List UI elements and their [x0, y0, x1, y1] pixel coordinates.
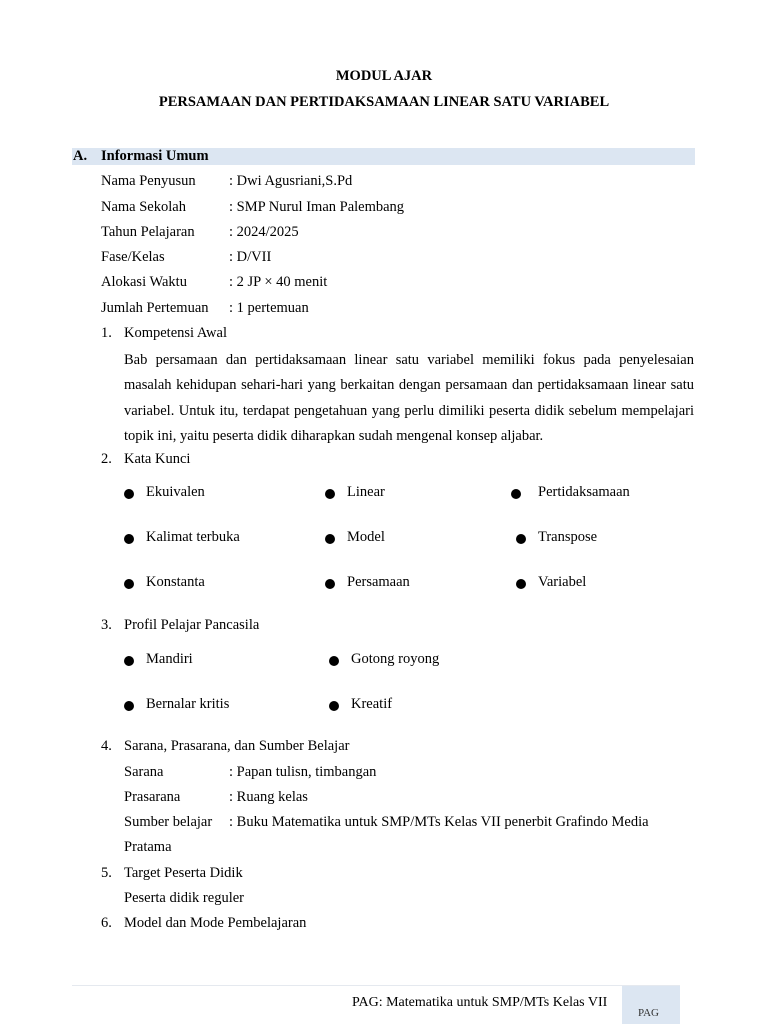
- sarana-value: : Papan tulisn, timbangan: [229, 764, 377, 780]
- page-number-label: PAG: [638, 1007, 659, 1019]
- bullet-icon: [124, 579, 134, 589]
- list-number: 5.: [101, 865, 112, 881]
- sarana-continuation: Pratama: [124, 839, 172, 855]
- keyword-item: Konstanta: [146, 574, 205, 590]
- bullet-icon: [124, 489, 134, 499]
- info-value: : 2 JP × 40 menit: [229, 274, 328, 290]
- profile-item: Kreatif: [351, 696, 393, 712]
- info-label: Jumlah Pertemuan: [101, 300, 209, 316]
- info-value: : 1 pertemuan: [229, 300, 309, 316]
- bullet-icon: [124, 534, 134, 544]
- footer-divider: [72, 985, 680, 986]
- footer-text: PAG: Matematika untuk SMP/MTs Kelas VII: [352, 995, 608, 1010]
- sarana-label: Sarana: [124, 764, 164, 780]
- list-heading: Model dan Mode Pembelajaran: [124, 915, 307, 931]
- keyword-item: Linear: [347, 484, 385, 500]
- list-heading: Kompetensi Awal: [124, 325, 227, 341]
- info-value: : Dwi Agusriani,S.Pd: [229, 173, 353, 189]
- list-heading: Sarana, Prasarana, dan Sumber Belajar: [124, 738, 350, 754]
- bullet-icon: [325, 579, 335, 589]
- bullet-icon: [329, 701, 339, 711]
- list-number: 2.: [101, 451, 112, 467]
- profile-item: Bernalar kritis: [146, 696, 230, 712]
- list-number: 3.: [101, 617, 112, 633]
- info-value: : SMP Nurul Iman Palembang: [229, 199, 405, 215]
- sarana-label: Prasarana: [124, 789, 181, 805]
- section-letter: A.: [73, 148, 88, 164]
- keyword-item: Kalimat terbuka: [146, 529, 240, 545]
- section-title: Informasi Umum: [101, 148, 209, 164]
- keyword-item: Pertidaksamaan: [538, 484, 630, 500]
- list-number: 1.: [101, 325, 112, 341]
- bullet-icon: [516, 579, 526, 589]
- list-number: 6.: [101, 915, 112, 931]
- bullet-icon: [325, 534, 335, 544]
- document-subtitle: PERSAMAAN DAN PERTIDAKSAMAAN LINEAR SATU VARIABEL: [158, 94, 610, 110]
- keyword-item: Ekuivalen: [146, 484, 205, 500]
- bullet-icon: [124, 701, 134, 711]
- keyword-item: Variabel: [538, 574, 587, 590]
- bullet-icon: [325, 489, 335, 499]
- keyword-item: Model: [347, 529, 385, 545]
- bullet-icon: [329, 656, 339, 666]
- info-label: Nama Penyusun: [101, 173, 196, 189]
- info-label: Tahun Pelajaran: [101, 224, 195, 240]
- list-heading: Profil Pelajar Pancasila: [124, 617, 260, 633]
- list-heading: Kata Kunci: [124, 451, 191, 467]
- info-value: : 2024/2025: [229, 224, 299, 240]
- keyword-item: Transpose: [538, 529, 598, 545]
- bullet-icon: [511, 489, 521, 499]
- info-label: Nama Sekolah: [101, 199, 186, 215]
- keyword-item: Persamaan: [347, 574, 410, 590]
- bullet-icon: [124, 656, 134, 666]
- info-label: Fase/Kelas: [101, 249, 165, 265]
- document-title: MODUL AJAR: [335, 68, 433, 84]
- page-number-box: [622, 986, 680, 1024]
- sarana-value: : Ruang kelas: [229, 789, 308, 805]
- list-heading: Target Peserta Didik: [124, 865, 243, 881]
- profile-item: Mandiri: [146, 651, 193, 667]
- sarana-value: : Buku Matematika untuk SMP/MTs Kelas VII penerbit Grafindo Media: [229, 814, 649, 830]
- sarana-label: Sumber belajar: [124, 814, 213, 830]
- profile-item: Gotong royong: [351, 651, 440, 667]
- bullet-icon: [516, 534, 526, 544]
- info-value: : D/VII: [229, 249, 272, 265]
- info-label: Alokasi Waktu: [101, 274, 187, 290]
- list-number: 4.: [101, 738, 112, 754]
- target-text: Peserta didik reguler: [124, 890, 244, 906]
- kompetensi-paragraph: Bab persamaan dan pertidaksamaan linear satu variabel memiliki fokus pada penyelesaian masalah kehidupan sehari-hari yang berkaitan dengan persamaan dan pertidaksamaan linear satu variabel. Untuk itu, terdapat pengetahuan yang perlu dimiliki peserta didik sebelum mempelajari topik ini, yaitu peserta didik diharapkan sudah mengenal konsep aljabar.: [124, 352, 694, 444]
